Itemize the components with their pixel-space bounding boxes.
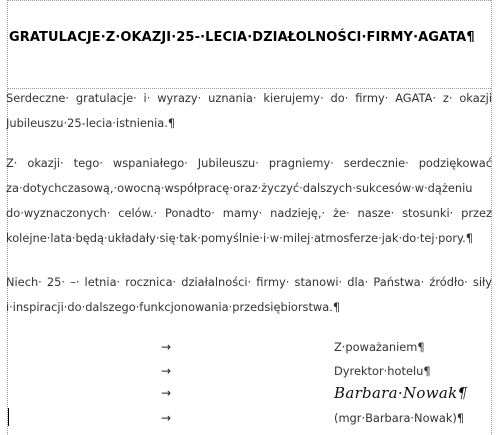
tab-arrow-icon: →	[161, 386, 172, 400]
signature-handwritten-name: Barbara·Nowak¶	[334, 384, 468, 402]
paragraph-2[interactable]	[6, 151, 492, 251]
paragraph-line: i·inspiracji·do·dalszego·funkcjonowania·przedsiębiorstwa.¶	[6, 300, 341, 314]
signature-position-row[interactable]	[0, 361, 498, 381]
tab-arrow-icon: →	[161, 364, 172, 378]
top-boundary-guide	[7, 0, 491, 1]
signature-closing: Z·poważaniem¶	[334, 340, 425, 354]
paragraph-1[interactable]	[6, 86, 492, 136]
signature-name-row[interactable]	[0, 383, 498, 403]
signature-printed-name: (mgr·Barbara·Nowak)¶	[334, 411, 465, 425]
paragraph-line: kolejne·lata·będą·układały·się·tak·pomyślnie·i·w·milej·atmosferze·jak·do·tej·pory.¶	[6, 231, 474, 245]
paragraph-3[interactable]	[6, 270, 492, 320]
text-cursor	[8, 408, 9, 426]
signature-closing-row[interactable]	[0, 337, 498, 357]
paragraph-line: Serdeczne· gratulacje· i· wyrazy· uznania· kierujemy· do· firmy· AGATA· z· okazji	[6, 91, 492, 105]
signature-printed-name-row[interactable]	[0, 408, 498, 428]
paragraph-line: do·wyznaczonych· celów.· Ponadto· mamy· nadzieję,· że· nasze· stosunki· przez	[6, 206, 492, 220]
signature-position: Dyrektor·hotelu¶	[334, 364, 431, 378]
tab-arrow-icon: →	[161, 411, 172, 425]
tab-arrow-icon: →	[161, 340, 172, 354]
document-title[interactable]: GRATULACJE·Z·OKAZJI·25-·LECIA·DZIAŁOLNOŚCI·FIRMY·AGATA¶	[9, 30, 475, 45]
paragraph-line: Niech· 25· –· letnia· rocznica· działalności· firmy· stanowi· dla· Państwa· źródło· siły	[6, 275, 492, 289]
paragraph-line: za·dotychczasową,·owocną·współpracę·oraz·życzyć·dalszych·sukcesów·w·dążeniu	[6, 181, 473, 195]
paragraph-line: Z· okazji· tego· wspaniałego· Jubileuszu· pragniemy· serdecznie· podziękować	[6, 156, 492, 170]
paragraph-line: Jubileuszu·25-lecia·istnienia.¶	[6, 116, 176, 130]
